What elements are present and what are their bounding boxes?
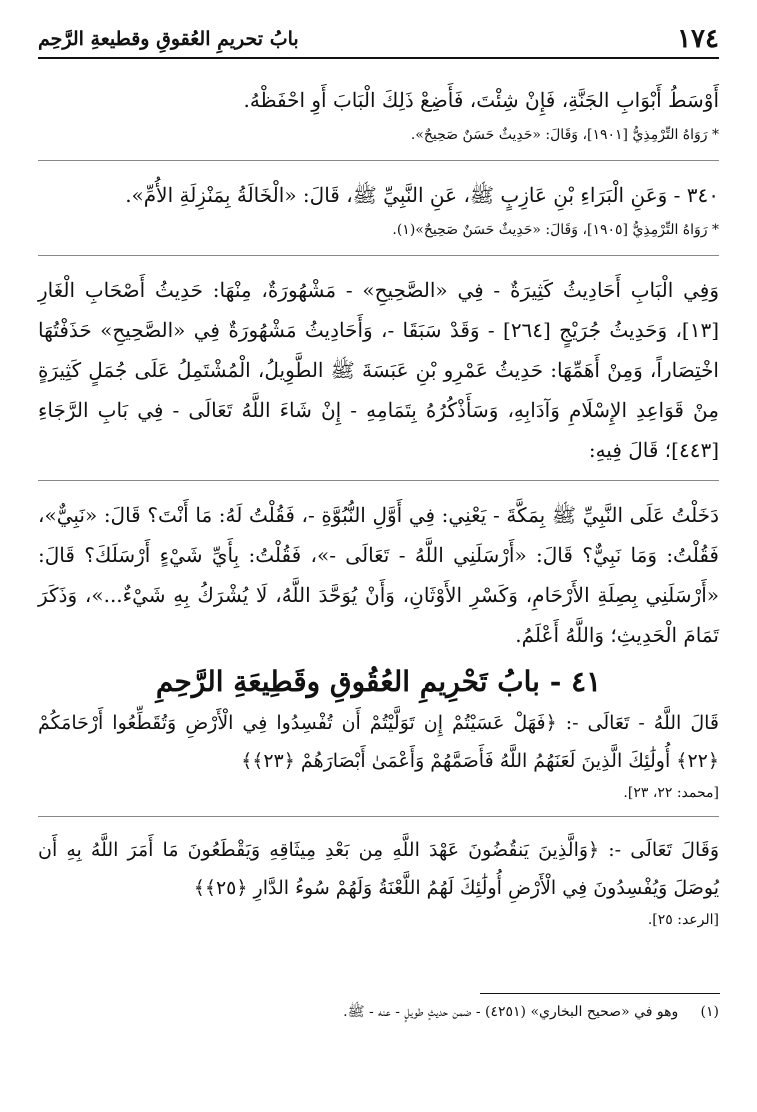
footnote [38, 1003, 719, 1023]
chapter-title: ٤١ - بابُ تَحْرِيمِ العُقُوقِ وقَطِيعَةِ الرَّحِمِ [155, 665, 602, 698]
paragraph-quote: دَخَلْتُ عَلَى النَّبِيِّ ﷺ بِمَكَّةَ - يَعْنِي: فِي أَوَّلِ النُّبُوَّةِ -، فَقُلْتُ لَهُ: مَا أَنْتَ؟ قَالَ: «نَبِيٌّ»، فَقُلْتُ: وَمَا نَبِيٌّ؟ قَالَ: «أَرْسَلَنِي اللَّهُ - تَعَالَى -»، فَقُلْتُ: بِأَيِّ شَيْءٍ أَرْسَلَكَ؟ قَالَ: «أَرْسَلَنِي بِصِلَةِ الأَرْحَامِ، وَكَسْرِ الأَوْثَانِ، وَأَنْ يُوَحَّدَ اللَّهُ، لَا يُشْرَكُ بِهِ شَيْءٌ...»، وَذَكَرَ تَمَامَ الْحَدِيثِ؛ وَاللَّهُ أَعْلَمُ. [38, 503, 719, 647]
running-title: بابُ تحريمِ العُقوقِ وقطيعةِ الرَّحِم [38, 28, 299, 50]
verse-2-text: وَقَالَ تَعَالَى -: ﴿وَالَّذِينَ يَنقُضُونَ عَهْدَ اللَّهِ مِن بَعْدِ مِيثَاقِهِ وَيَقْطَعُونَ مَا أَمَرَ اللَّهُ بِهِ أَن يُوصَلَ وَيُفْسِدُونَ فِي الْأَرْضِ أُولَٰئِكَ لَهُمُ اللَّعْنَةُ وَلَهُمْ سُوءُ الدَّارِ ﴿٢٥﴾﴾ [38, 839, 719, 899]
header-divider [38, 57, 719, 59]
separator [38, 255, 719, 256]
continuation-text: أَوْسَطُ أَبْوَابِ الجَنَّةِ، فَإِنْ شِئْتَ، فَأَضِعْ ذَلِكَ الْبَابَ أَوِ احْفَظْهُ. [243, 88, 719, 112]
page-body [38, 80, 719, 943]
paragraph-bab: وَفِي الْبَابِ أَحَادِيثُ كَثِيرَةٌ - فِي «الصَّحِيحِ» - مَشْهُورَةٌ، مِنْهَا: حَدِيثُ أَصْحَابِ الْغَارِ [١٣]، وَحَدِيثُ جُرَيْجٍ [٢٦٤] - وَقَدْ سَبَقَا -، وَأَحَادِيثُ مَشْهُورَةٌ فِي «الصَّحِيحِ» حَذَفْتُهَا اخْتِصَاراً، وَمِنْ أَهَمِّهَا: حَدِيثُ عَمْرِو بْنِ عَبَسَةَ ﷺ الطَّوِيلُ، الْمُشْتَمِلُ عَلَى جُمَلٍ كَثِيرَةٍ مِنْ قَوَاعِدِ الإِسْلَامِ وَآدَابِهِ، وَسَأَذْكُرُهُ بِتَمَامِهِ - إِنْ شَاءَ اللَّهُ تَعَالَى - فِي بَابِ الرَّجَاءِ [٤٤٣]؛ قَالَ فِيهِ: [38, 278, 719, 462]
hadith-340-text: ٣٤٠ - وَعَنِ الْبَرَاءِ بْنِ عَازِبٍ ﷺ، عَنِ النَّبِيِّ ﷺ، قَالَ: «الْخَالَةُ بِمَنْزِلَةِ الأُمِّ». [125, 183, 719, 207]
verse-1-ref: [محمد: ٢٢، ٢٣]. [623, 785, 719, 801]
continuation-block [38, 80, 719, 150]
continuation-source: * رَوَاهُ التِّرْمِذِيُّ [١٩٠١]، وَقَالَ: «حَدِيثٌ حَسَنٌ صَحِيحٌ». [410, 127, 719, 143]
footnote-divider [480, 993, 720, 994]
page-number: ١٧٤ [677, 24, 719, 54]
separator [38, 480, 719, 481]
hadith-340-source: * رَوَاهُ التِّرْمِذِيُّ [١٩٠٥]، وَقَالَ: «حَدِيثٌ حَسَنٌ صَحِيحٌ»(١). [392, 222, 719, 238]
separator [38, 160, 719, 161]
footnote-text: وهو في «صحيح البخاري» (٤٢٥١) - ضمن حديثٍ طويلٍ - عنه - ﷺ. [343, 1004, 679, 1020]
footnote-marker: (١) [700, 1004, 719, 1020]
separator [38, 816, 719, 817]
verse-2 [38, 831, 719, 933]
verse-2-ref: [الرعد: ٢٥]. [647, 912, 719, 928]
verse-1-text: قَالَ اللَّهُ - تَعَالَى -: ﴿فَهَلْ عَسَيْتُمْ إِن تَوَلَّيْتُمْ أَن تُفْسِدُوا فِي الْأَرْضِ وَتُقَطِّعُوا أَرْحَامَكُمْ ﴿٢٢﴾ أُولَٰئِكَ الَّذِينَ لَعَنَهُمُ اللَّهُ فَأَصَمَّهُمْ وَأَعْمَىٰ أَبْصَارَهُمْ ﴿٢٣﴾﴾ [38, 712, 719, 772]
page-header [38, 24, 719, 54]
hadith-340 [38, 175, 719, 245]
verse-1 [38, 704, 719, 806]
